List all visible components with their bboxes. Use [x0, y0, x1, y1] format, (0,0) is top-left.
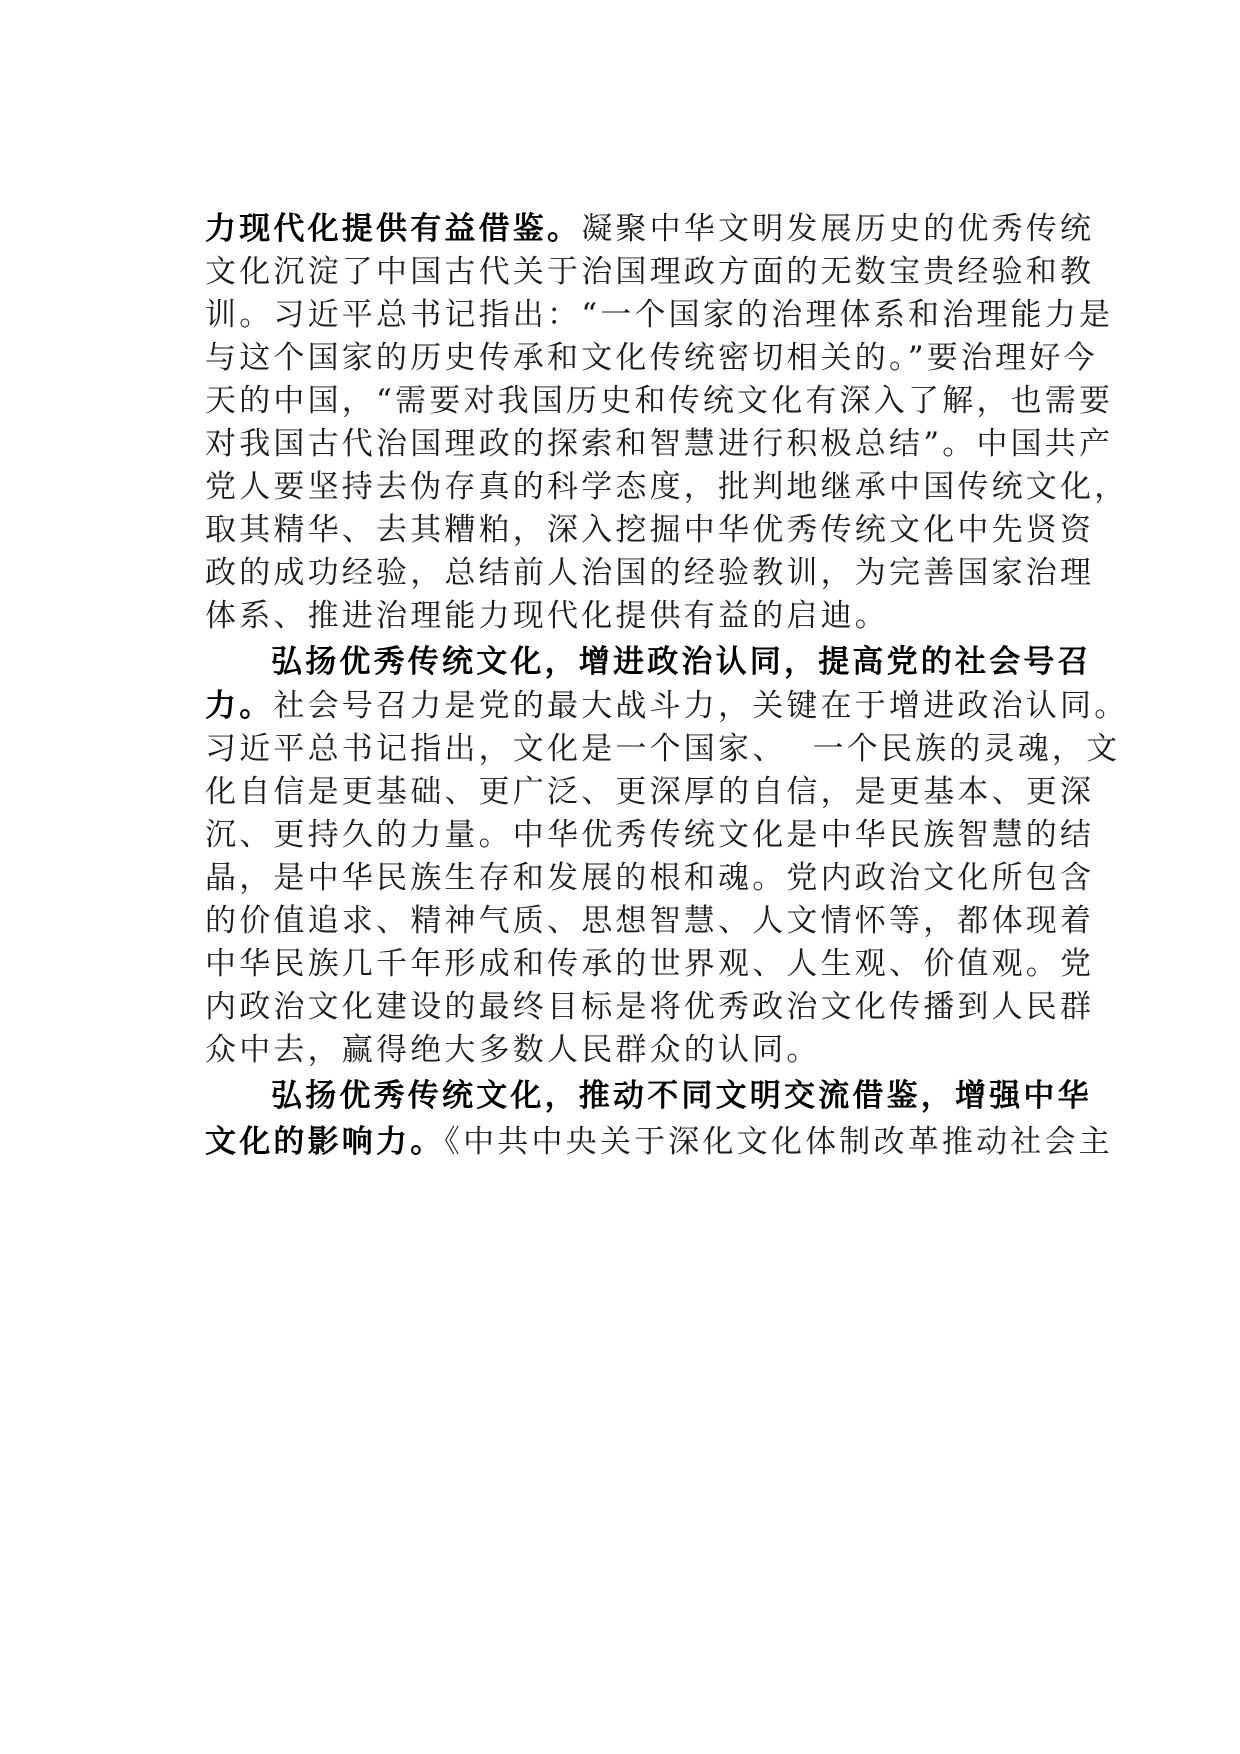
text-line: [205, 1028, 821, 1072]
line-text: 《中共中央关于深化文化体制改革推动社会主: [444, 1124, 1113, 1160]
text-line: [205, 336, 1098, 380]
line-text: 沉、更持久的力量。中华优秀传统文化是中华民族智慧的结: [205, 817, 1095, 853]
text-line: [205, 684, 1128, 728]
bold-heading: 力现代化提供有益借鉴。: [205, 211, 582, 247]
paragraph-heading-line: [205, 1074, 1092, 1118]
line-text: 体系、推进治理能力现代化提供有益的启迪。: [205, 598, 889, 634]
text-line: [205, 508, 1094, 552]
text-line: [205, 1120, 1113, 1164]
text-line: [205, 594, 889, 638]
text-line: [205, 379, 1113, 423]
line-text: 众中去，赢得绝大多数人民群众的认同。: [205, 1032, 821, 1068]
text-line: [205, 942, 1094, 986]
line-text: 天的中国，“需要对我国历史和传统文化有深入了解，也需要: [205, 383, 1114, 419]
paragraph-heading-line: [205, 640, 1092, 684]
text-line: [205, 770, 1094, 814]
line-text: 凝聚中华文明发展历史的优秀传统: [581, 211, 1095, 247]
line-text: 内政治文化建设的最终目标是将优秀政治文化传播到人民群: [205, 989, 1095, 1025]
line-text: 党人要坚持去伪存真的科学态度，批判地继承中国传统文化，: [205, 469, 1129, 505]
line-text: 与这个国家的历史传承和文化传统密切相关的。”要治理好今: [205, 340, 1098, 376]
text-line: [205, 727, 1120, 771]
bold-heading: 力。: [205, 688, 274, 724]
line-text: 中华民族几千年形成和传承的世界观、人生观、价值观。党: [205, 946, 1095, 982]
text-line: [205, 985, 1094, 1029]
text-line: [205, 250, 1094, 294]
text-line: [205, 813, 1094, 857]
bold-heading: 弘扬优秀传统文化，推动不同文明交流借鉴，增强中华: [271, 1078, 1092, 1114]
line-text: 文化沉淀了中国古代关于治国理政方面的无数宝贵经验和教: [205, 254, 1095, 290]
text-line: [205, 899, 1094, 943]
line-text: 的价值追求、精神气质、思想智慧、人文情怀等，都体现着: [205, 903, 1095, 939]
text-line: [205, 856, 1094, 900]
text-line: [205, 207, 1094, 251]
text-line: [205, 551, 1094, 595]
text-line: [205, 465, 1128, 509]
bold-heading: 文化的影响力。: [205, 1124, 445, 1160]
line-text: 晶，是中华民族生存和发展的根和魂。党内政治文化所包含: [205, 860, 1095, 896]
line-text: 政的成功经验，总结前人治国的经验教训，为完善国家治理: [205, 555, 1095, 591]
line-text: 对我国古代治国理政的探索和智慧进行积极总结”。中国共产: [205, 426, 1114, 462]
line-text: 训。习近平总书记指出：“一个国家的治理体系和治理能力是: [205, 297, 1114, 333]
line-text: 取其精华、去其糟粕，深入挖掘中华优秀传统文化中先贤资: [205, 512, 1095, 548]
text-line: [205, 422, 1113, 466]
text-line: [205, 293, 1113, 337]
line-text: 社会号召力是党的最大战斗力，关键在于增进政治认同。: [273, 688, 1129, 724]
bold-heading: 弘扬优秀传统文化，增进政治认同，提高党的社会号召: [271, 644, 1092, 680]
line-text: 习近平总书记指出，文化是一个国家、 一个民族的灵魂，文: [205, 731, 1121, 767]
line-text: 化自信是更基础、更广泛、更深厚的自信，是更基本、更深: [205, 774, 1095, 810]
